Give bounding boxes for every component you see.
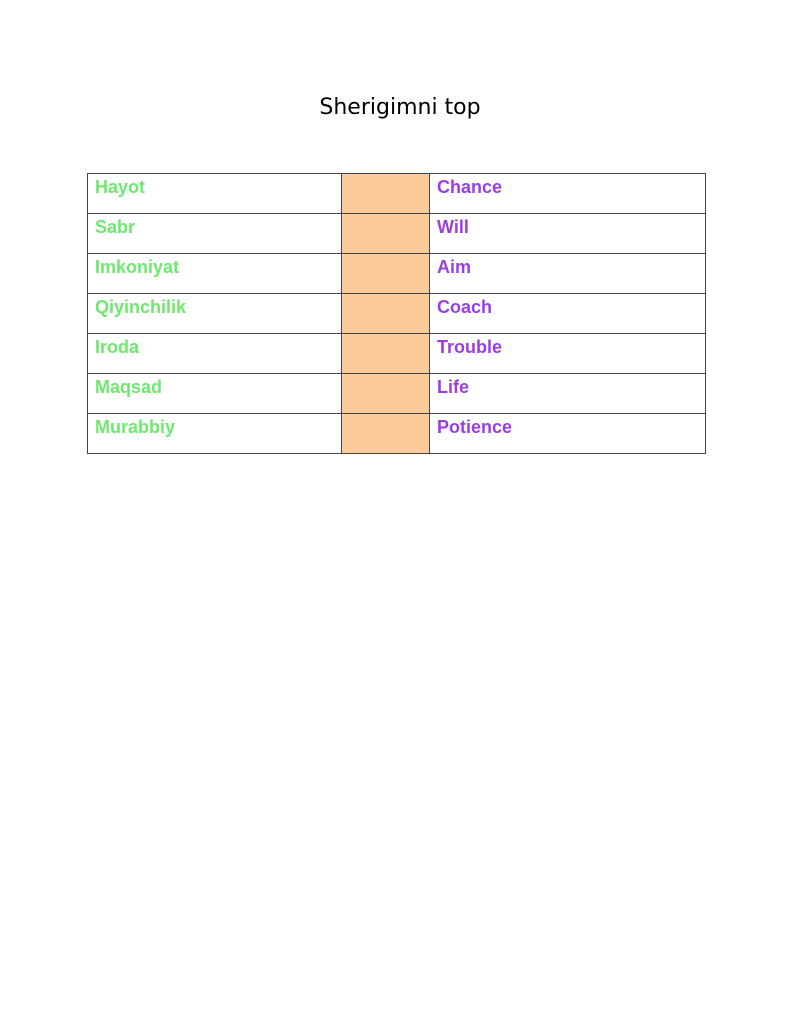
answer-blank-cell[interactable]: [342, 254, 430, 294]
answer-blank-cell[interactable]: [342, 214, 430, 254]
english-word-cell: Chance: [430, 174, 706, 214]
table-row: [88, 174, 706, 214]
english-word-cell: Trouble: [430, 334, 706, 374]
answer-blank-cell[interactable]: [342, 374, 430, 414]
page-title: Sherigimni top: [319, 95, 481, 120]
table-row: [88, 294, 706, 334]
uzbek-word-cell: Murabbiy: [88, 414, 342, 454]
english-word-cell: Will: [430, 214, 706, 254]
answer-blank-cell[interactable]: [342, 334, 430, 374]
uzbek-word-cell: Hayot: [88, 174, 342, 214]
table-row: [88, 374, 706, 414]
answer-blank-cell[interactable]: [342, 414, 430, 454]
uzbek-word-cell: Qiyinchilik: [88, 294, 342, 334]
english-word-cell: Coach: [430, 294, 706, 334]
uzbek-word-cell: Iroda: [88, 334, 342, 374]
table-row: [88, 414, 706, 454]
answer-blank-cell[interactable]: [342, 174, 430, 214]
table-row: [88, 254, 706, 294]
matching-table-body: [88, 174, 706, 454]
table-row: [88, 334, 706, 374]
english-word-cell: Aim: [430, 254, 706, 294]
uzbek-word-cell: Maqsad: [88, 374, 342, 414]
uzbek-word-cell: Imkoniyat: [88, 254, 342, 294]
table-row: [88, 214, 706, 254]
english-word-cell: Potience: [430, 414, 706, 454]
uzbek-word-cell: Sabr: [88, 214, 342, 254]
matching-table: [87, 173, 706, 454]
english-word-cell: Life: [430, 374, 706, 414]
answer-blank-cell[interactable]: [342, 294, 430, 334]
